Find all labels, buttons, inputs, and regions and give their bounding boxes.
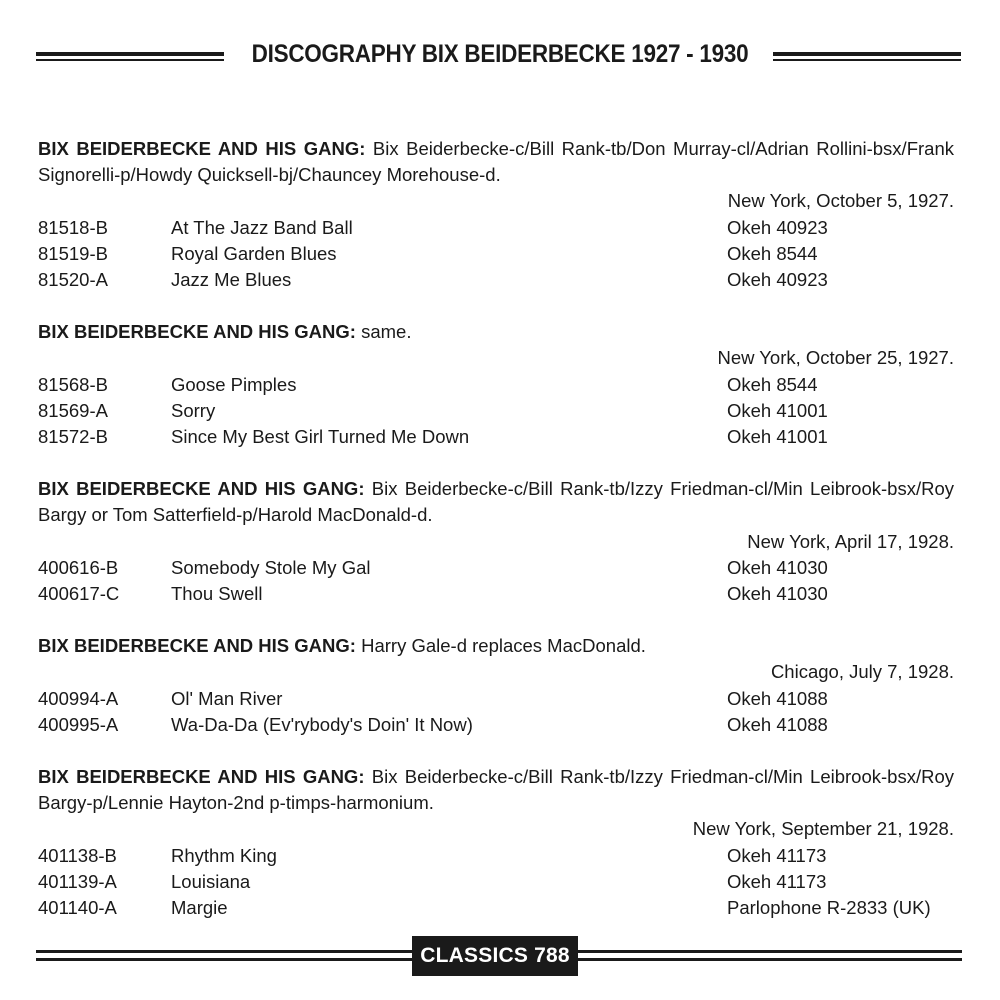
matrix-number: 81569-A bbox=[38, 399, 108, 421]
matrix-number: 81568-B bbox=[38, 373, 108, 395]
track-row bbox=[38, 869, 954, 895]
session-personnel bbox=[38, 136, 954, 188]
session-1 bbox=[38, 136, 954, 293]
session-2 bbox=[38, 319, 954, 450]
header-rule-right bbox=[773, 52, 961, 61]
track-row bbox=[38, 555, 954, 581]
track-row bbox=[38, 372, 954, 398]
track-title: Somebody Stole My Gal bbox=[171, 556, 371, 578]
track-row bbox=[38, 712, 954, 738]
footer-rule-right bbox=[576, 950, 962, 961]
band-name: BIX BEIDERBECKE AND HIS GANG: bbox=[38, 138, 366, 159]
record-label: Okeh 41088 bbox=[727, 687, 828, 709]
catalog-badge: CLASSICS 788 bbox=[412, 936, 578, 976]
matrix-number: 81572-B bbox=[38, 425, 108, 447]
record-label: Okeh 41030 bbox=[727, 556, 828, 578]
record-label: Okeh 41030 bbox=[727, 582, 828, 604]
session-5 bbox=[38, 764, 954, 921]
recording-location: New York, April 17, 1928. bbox=[747, 530, 954, 552]
band-name: BIX BEIDERBECKE AND HIS GANG: bbox=[38, 765, 365, 787]
matrix-number: 81519-B bbox=[38, 242, 108, 264]
track-title: Goose Pimples bbox=[171, 373, 297, 395]
recording-location: New York, October 25, 1927. bbox=[717, 347, 954, 369]
record-label: Okeh 8544 bbox=[727, 242, 818, 264]
record-label: Okeh 8544 bbox=[727, 373, 818, 395]
band-name: BIX BEIDERBECKE AND HIS GANG: bbox=[38, 478, 365, 500]
session-4 bbox=[38, 633, 954, 738]
session-personnel bbox=[38, 633, 954, 659]
track-row bbox=[38, 424, 954, 450]
record-label: Okeh 41001 bbox=[727, 399, 828, 421]
record-label: Okeh 41173 bbox=[727, 870, 827, 892]
matrix-number: 81520-A bbox=[38, 268, 108, 290]
personnel-text: Harry Gale-d replaces MacDonald. bbox=[355, 635, 646, 657]
track-title: Jazz Me Blues bbox=[171, 268, 292, 290]
matrix-number: 401140-A bbox=[38, 896, 117, 918]
track-row bbox=[38, 398, 954, 424]
matrix-number: 81518-B bbox=[38, 216, 108, 238]
session-personnel bbox=[38, 476, 954, 528]
track-title: Rhythm King bbox=[171, 844, 277, 866]
record-label: Okeh 41001 bbox=[727, 425, 828, 447]
matrix-number: 400995-A bbox=[38, 713, 119, 735]
session-3 bbox=[38, 476, 954, 607]
track-title: Louisiana bbox=[171, 870, 251, 892]
matrix-number: 400994-A bbox=[38, 687, 119, 709]
track-title: Wa-Da-Da (Ev'rybody's Doin' It Now) bbox=[171, 713, 473, 735]
record-label: Okeh 40923 bbox=[727, 268, 828, 290]
matrix-number: 401138-B bbox=[38, 844, 117, 866]
band-name: BIX BEIDERBECKE AND HIS GANG: bbox=[38, 635, 356, 657]
track-title: At The Jazz Band Ball bbox=[171, 216, 353, 238]
track-title: Since My Best Girl Turned Me Down bbox=[171, 425, 470, 447]
personnel-text: Bix Beiderbecke-c/Bill Rank-tb/Izzy Friedman-cl/Min Leibrook-bsx/Roy Bargy or Tom Satterfield-p/Harold MacDonald-d. bbox=[38, 478, 954, 526]
discography-list bbox=[38, 136, 954, 947]
session-personnel bbox=[38, 764, 954, 816]
record-label: Okeh 41088 bbox=[727, 713, 828, 735]
track-row bbox=[38, 215, 954, 241]
footer-rule-left bbox=[36, 950, 414, 961]
track-title: Sorry bbox=[171, 399, 216, 421]
track-row bbox=[38, 895, 954, 921]
track-row bbox=[38, 843, 954, 869]
track-row bbox=[38, 241, 954, 267]
track-row bbox=[38, 267, 954, 293]
page-title: DISCOGRAPHY BIX BEIDERBECKE 1927 - 1930 bbox=[251, 40, 749, 68]
track-title: Margie bbox=[171, 896, 228, 918]
matrix-number: 400616-B bbox=[38, 556, 119, 578]
personnel-text: Bix Beiderbecke-c/Bill Rank-tb/Don Murray-cl/Adrian Rollini-bsx/Frank Signorelli-p/Howdy Quicksell-bj/Chauncey Morehouse-d. bbox=[38, 138, 954, 186]
matrix-number: 401139-A bbox=[38, 870, 117, 892]
recording-location: Chicago, July 7, 1928. bbox=[770, 661, 954, 683]
matrix-number: 400617-C bbox=[38, 582, 120, 604]
track-title: Ol' Man River bbox=[171, 687, 283, 709]
session-personnel bbox=[38, 319, 954, 345]
personnel-text: same. bbox=[355, 321, 412, 343]
band-name: BIX BEIDERBECKE AND HIS GANG: bbox=[38, 321, 356, 343]
recording-location: New York, September 21, 1928. bbox=[692, 818, 954, 840]
track-title: Thou Swell bbox=[171, 582, 263, 604]
record-label: Okeh 40923 bbox=[727, 216, 828, 238]
personnel-text: Bix Beiderbecke-c/Bill Rank-tb/Izzy Friedman-cl/Min Leibrook-bsx/Roy Bargy-p/Lennie Hayton-2nd p-timps-harmonium. bbox=[38, 765, 954, 814]
track-title: Royal Garden Blues bbox=[171, 242, 337, 264]
recording-location: New York, October 5, 1927. bbox=[727, 190, 954, 212]
record-label: Okeh 41173 bbox=[727, 844, 827, 866]
record-label: Parlophone R-2833 (UK) bbox=[727, 896, 931, 918]
track-row bbox=[38, 686, 954, 712]
track-row bbox=[38, 581, 954, 607]
